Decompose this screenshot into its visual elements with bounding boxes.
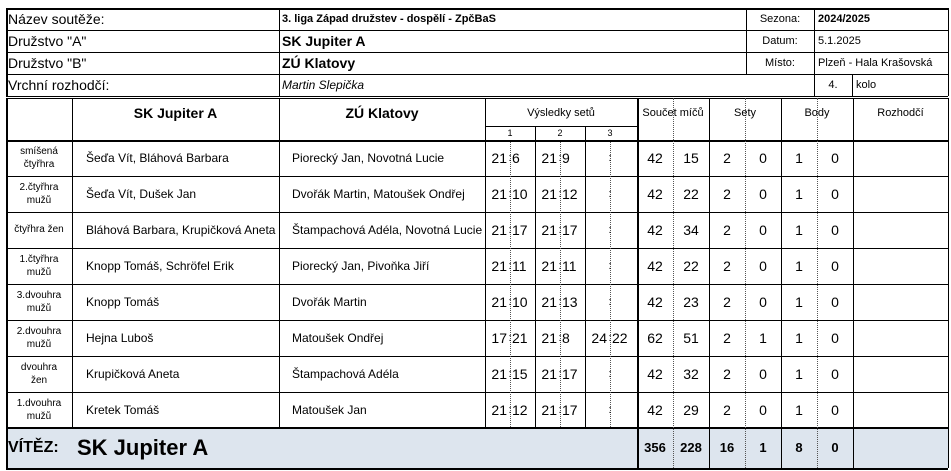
player-a: Kretek Tomáš xyxy=(86,403,160,417)
sum-b: 32 xyxy=(683,366,699,382)
set-score-b: 21 xyxy=(512,330,528,346)
points-b: 0 xyxy=(831,222,839,238)
player-b: Štampachová Adéla, Novotná Lucie xyxy=(292,223,483,237)
sets-a: 2 xyxy=(723,186,731,202)
team-a-label: Družstvo "A" xyxy=(8,33,87,49)
set-colon: : xyxy=(508,332,512,344)
grid-line xyxy=(6,468,948,470)
points-a: 1 xyxy=(795,258,803,274)
player-b: Piorecký Jan, Novotná Lucie xyxy=(292,151,445,165)
set-score-b xyxy=(611,392,635,428)
sum-b: 29 xyxy=(683,402,699,418)
winner-name: SK Jupiter A xyxy=(77,435,209,460)
set-colon: : xyxy=(608,296,612,308)
sum-b: 23 xyxy=(683,294,699,310)
column-points: Body xyxy=(804,107,830,119)
player-a: Krupičková Aneta xyxy=(86,367,180,381)
grid-line xyxy=(948,98,949,468)
player-b: Dvořák Martin xyxy=(292,295,367,309)
player-a: Knopp Tomáš, Schröfel Erik xyxy=(86,259,234,273)
column-team-b: ZÚ Klatovy xyxy=(345,105,419,121)
set-score-a xyxy=(585,140,609,176)
set-colon: : xyxy=(508,188,512,200)
place-value: Plzeň - Hala Krašovská xyxy=(818,57,933,69)
sets-b: 0 xyxy=(759,294,767,310)
total-points-b: 0 xyxy=(831,440,839,455)
set-score-b: 17 xyxy=(512,222,528,238)
total-sum-b: 228 xyxy=(680,440,702,455)
grid-line xyxy=(814,8,815,74)
points-b: 0 xyxy=(831,366,839,382)
match-type-line2: čtyřhra xyxy=(23,159,55,170)
match-type-line2: mužů xyxy=(26,411,52,422)
set-score-b: 17 xyxy=(562,366,578,382)
sets-b: 0 xyxy=(759,150,767,166)
referee-name: Martin Slepička xyxy=(282,78,365,92)
set-score-a xyxy=(585,176,609,212)
set-score-b xyxy=(611,284,635,320)
winner-label: VÍTĚZ: xyxy=(8,439,59,456)
set-score-b xyxy=(611,176,635,212)
player-b: Matoušek Ondřej xyxy=(292,331,384,345)
grid-line xyxy=(948,8,949,96)
team-b-label: Družstvo "B" xyxy=(8,55,87,71)
sets-a: 2 xyxy=(723,294,731,310)
set-score-a xyxy=(585,248,609,284)
match-type-line1: 2.čtyřhra xyxy=(19,182,59,193)
set-colon: : xyxy=(608,368,612,380)
set-score-a: 21 xyxy=(491,150,507,166)
set-score-b: 11 xyxy=(562,258,577,274)
sets-a: 2 xyxy=(723,366,731,382)
grid-line xyxy=(72,98,73,427)
set-score-a: 21 xyxy=(541,366,557,382)
column-set-1: 1 xyxy=(507,128,513,138)
set-colon: : xyxy=(508,224,512,236)
set-score-a: 21 xyxy=(541,402,557,418)
grid-line xyxy=(853,98,854,468)
sum-a: 42 xyxy=(647,366,663,382)
column-team-a: SK Jupiter A xyxy=(133,105,218,121)
set-score-b xyxy=(611,356,635,392)
set-score-b xyxy=(611,212,635,248)
match-type-line1: 2.dvouhra xyxy=(16,326,62,337)
set-score-b: 10 xyxy=(512,186,528,202)
set-score-b: 12 xyxy=(562,186,578,202)
set-score-b: 10 xyxy=(512,294,528,310)
set-score-a: 21 xyxy=(541,222,557,238)
player-a: Šeďa Vít, Dušek Jan xyxy=(86,187,197,201)
set-score-b: 17 xyxy=(562,222,578,238)
match-type: čtyřhra žen xyxy=(14,224,64,235)
round-number: 4. xyxy=(828,79,838,91)
sets-a: 2 xyxy=(723,150,731,166)
match-type-line2: mužů xyxy=(26,195,52,206)
set-score-b xyxy=(611,140,635,176)
set-score-a: 21 xyxy=(491,366,507,382)
season-value: 2024/2025 xyxy=(818,13,870,25)
set-score-a: 21 xyxy=(491,294,507,310)
total-points-a: 8 xyxy=(795,440,803,455)
column-sets: Sety xyxy=(733,107,756,119)
points-b: 0 xyxy=(831,330,839,346)
set-score-b: 9 xyxy=(562,150,570,166)
sets-b: 1 xyxy=(759,330,767,346)
set-score-a: 17 xyxy=(491,330,507,346)
sum-b: 22 xyxy=(683,186,699,202)
place-label: Místo: xyxy=(765,57,795,69)
set-score-a xyxy=(585,356,609,392)
set-score-a: 21 xyxy=(491,186,507,202)
set-score-a: 21 xyxy=(541,258,557,274)
set-score-a: 21 xyxy=(491,222,507,238)
points-a: 1 xyxy=(795,150,803,166)
sum-a: 42 xyxy=(647,294,663,310)
player-a: Hejna Luboš xyxy=(86,331,154,345)
sets-b: 0 xyxy=(759,258,767,274)
set-colon: : xyxy=(558,224,562,236)
points-b: 0 xyxy=(831,294,839,310)
set-score-b: 11 xyxy=(512,258,527,274)
set-score-a xyxy=(585,284,609,320)
sum-a: 42 xyxy=(647,150,663,166)
points-a: 1 xyxy=(795,366,803,382)
player-a: Knopp Tomáš xyxy=(86,295,160,309)
points-a: 1 xyxy=(795,186,803,202)
team-b-name: ZÚ Klatovy xyxy=(282,55,356,71)
grid-line xyxy=(279,8,280,96)
set-colon: : xyxy=(608,152,612,164)
total-sum-a: 356 xyxy=(644,440,666,455)
set-score-a: 21 xyxy=(541,330,557,346)
points-a: 1 xyxy=(795,402,803,418)
match-type-line1: 3.dvouhra xyxy=(16,290,62,301)
set-colon: : xyxy=(608,188,612,200)
set-colon: : xyxy=(508,296,512,308)
sum-b: 15 xyxy=(683,150,699,166)
set-score-a xyxy=(585,212,609,248)
sets-b: 0 xyxy=(759,402,767,418)
season-label: Sezona: xyxy=(759,13,801,25)
column-set-2: 2 xyxy=(557,128,563,138)
column-set-3: 3 xyxy=(607,128,613,138)
sum-b: 34 xyxy=(683,222,699,238)
match-type-line2: mužů xyxy=(26,303,52,314)
date-value: 5.1.2025 xyxy=(818,35,861,47)
set-colon: : xyxy=(608,404,612,416)
points-a: 1 xyxy=(795,294,803,310)
set-score-b: 12 xyxy=(512,402,528,418)
set-score-a: 21 xyxy=(491,402,507,418)
sets-a: 2 xyxy=(723,402,731,418)
player-b: Štampachová Adéla xyxy=(292,367,399,381)
set-colon: : xyxy=(608,224,612,236)
player-a: Šeďa Vít, Bláhová Barbara xyxy=(86,151,229,165)
player-a: Bláhová Barbara, Krupičková Aneta xyxy=(86,223,276,237)
set-colon: : xyxy=(508,404,512,416)
set-colon: : xyxy=(508,152,512,164)
set-colon: : xyxy=(508,260,512,272)
set-score-a: 21 xyxy=(541,294,557,310)
set-colon: : xyxy=(558,188,562,200)
match-type-line2: mužů xyxy=(26,267,52,278)
set-score-b: 22 xyxy=(612,330,628,346)
set-colon: : xyxy=(558,332,562,344)
sets-a: 2 xyxy=(723,258,731,274)
match-type-line1: smíšená xyxy=(20,146,58,157)
grid-line xyxy=(852,74,853,96)
sets-b: 0 xyxy=(759,222,767,238)
set-colon: : xyxy=(558,368,562,380)
set-colon: : xyxy=(558,296,562,308)
column-set-results: Výsledky setů xyxy=(527,107,595,119)
set-score-a: 21 xyxy=(541,186,557,202)
sum-a: 42 xyxy=(647,222,663,238)
set-score-b xyxy=(611,248,635,284)
grid-line xyxy=(6,96,948,97)
total-sets-a: 16 xyxy=(719,440,735,455)
match-type-line2: žen xyxy=(30,375,48,386)
grid-line xyxy=(279,98,280,427)
date-label: Datum: xyxy=(762,35,798,47)
set-score-b: 15 xyxy=(512,366,528,382)
sets-b: 0 xyxy=(759,186,767,202)
set-colon: : xyxy=(558,260,562,272)
sets-a: 2 xyxy=(723,222,731,238)
sum-a: 42 xyxy=(647,258,663,274)
set-colon: : xyxy=(608,260,612,272)
sum-a: 42 xyxy=(647,402,663,418)
points-b: 0 xyxy=(831,150,839,166)
points-b: 0 xyxy=(831,258,839,274)
set-score-b: 8 xyxy=(562,330,570,346)
points-a: 1 xyxy=(795,222,803,238)
set-colon: : xyxy=(558,152,562,164)
sum-b: 22 xyxy=(683,258,699,274)
set-score-b: 13 xyxy=(562,294,578,310)
player-b: Dvořák Martin, Matoušek Ondřej xyxy=(292,187,465,201)
sum-b: 51 xyxy=(683,330,699,346)
competition-name: 3. liga Západ družstev - dospělí - ZpčBaS xyxy=(282,13,496,25)
match-type-line1: 1.čtyřhra xyxy=(19,254,59,265)
referee-label: Vrchní rozhodčí: xyxy=(8,77,110,93)
match-type-line1: 1.dvouhra xyxy=(16,398,62,409)
sum-a: 62 xyxy=(647,330,663,346)
competition-label: Název soutěže: xyxy=(8,11,105,27)
column-referee: Rozhodčí xyxy=(877,107,924,119)
sets-b: 0 xyxy=(759,366,767,382)
set-score-b: 17 xyxy=(562,402,578,418)
player-b: Matoušek Jan xyxy=(292,403,367,417)
round-label: kolo xyxy=(856,79,877,91)
points-a: 1 xyxy=(795,330,803,346)
set-score-a: 24 xyxy=(591,330,607,346)
match-type-line2: mužů xyxy=(26,339,52,350)
set-colon: : xyxy=(508,368,512,380)
set-colon: : xyxy=(608,332,612,344)
set-score-a xyxy=(585,392,609,428)
points-b: 0 xyxy=(831,402,839,418)
match-type-line1: dvouhra xyxy=(20,362,58,373)
total-sets-b: 1 xyxy=(759,440,767,455)
team-a-name: SK Jupiter A xyxy=(282,33,366,49)
player-b: Piorecký Jan, Pivoňka Jiří xyxy=(292,259,430,273)
set-score-a: 21 xyxy=(491,258,507,274)
set-score-b: 6 xyxy=(512,150,520,166)
set-colon: : xyxy=(558,404,562,416)
sets-a: 2 xyxy=(723,330,731,346)
points-b: 0 xyxy=(831,186,839,202)
column-points-sum: Součet míčů xyxy=(642,107,704,119)
set-score-a: 21 xyxy=(541,150,557,166)
sum-a: 42 xyxy=(647,186,663,202)
